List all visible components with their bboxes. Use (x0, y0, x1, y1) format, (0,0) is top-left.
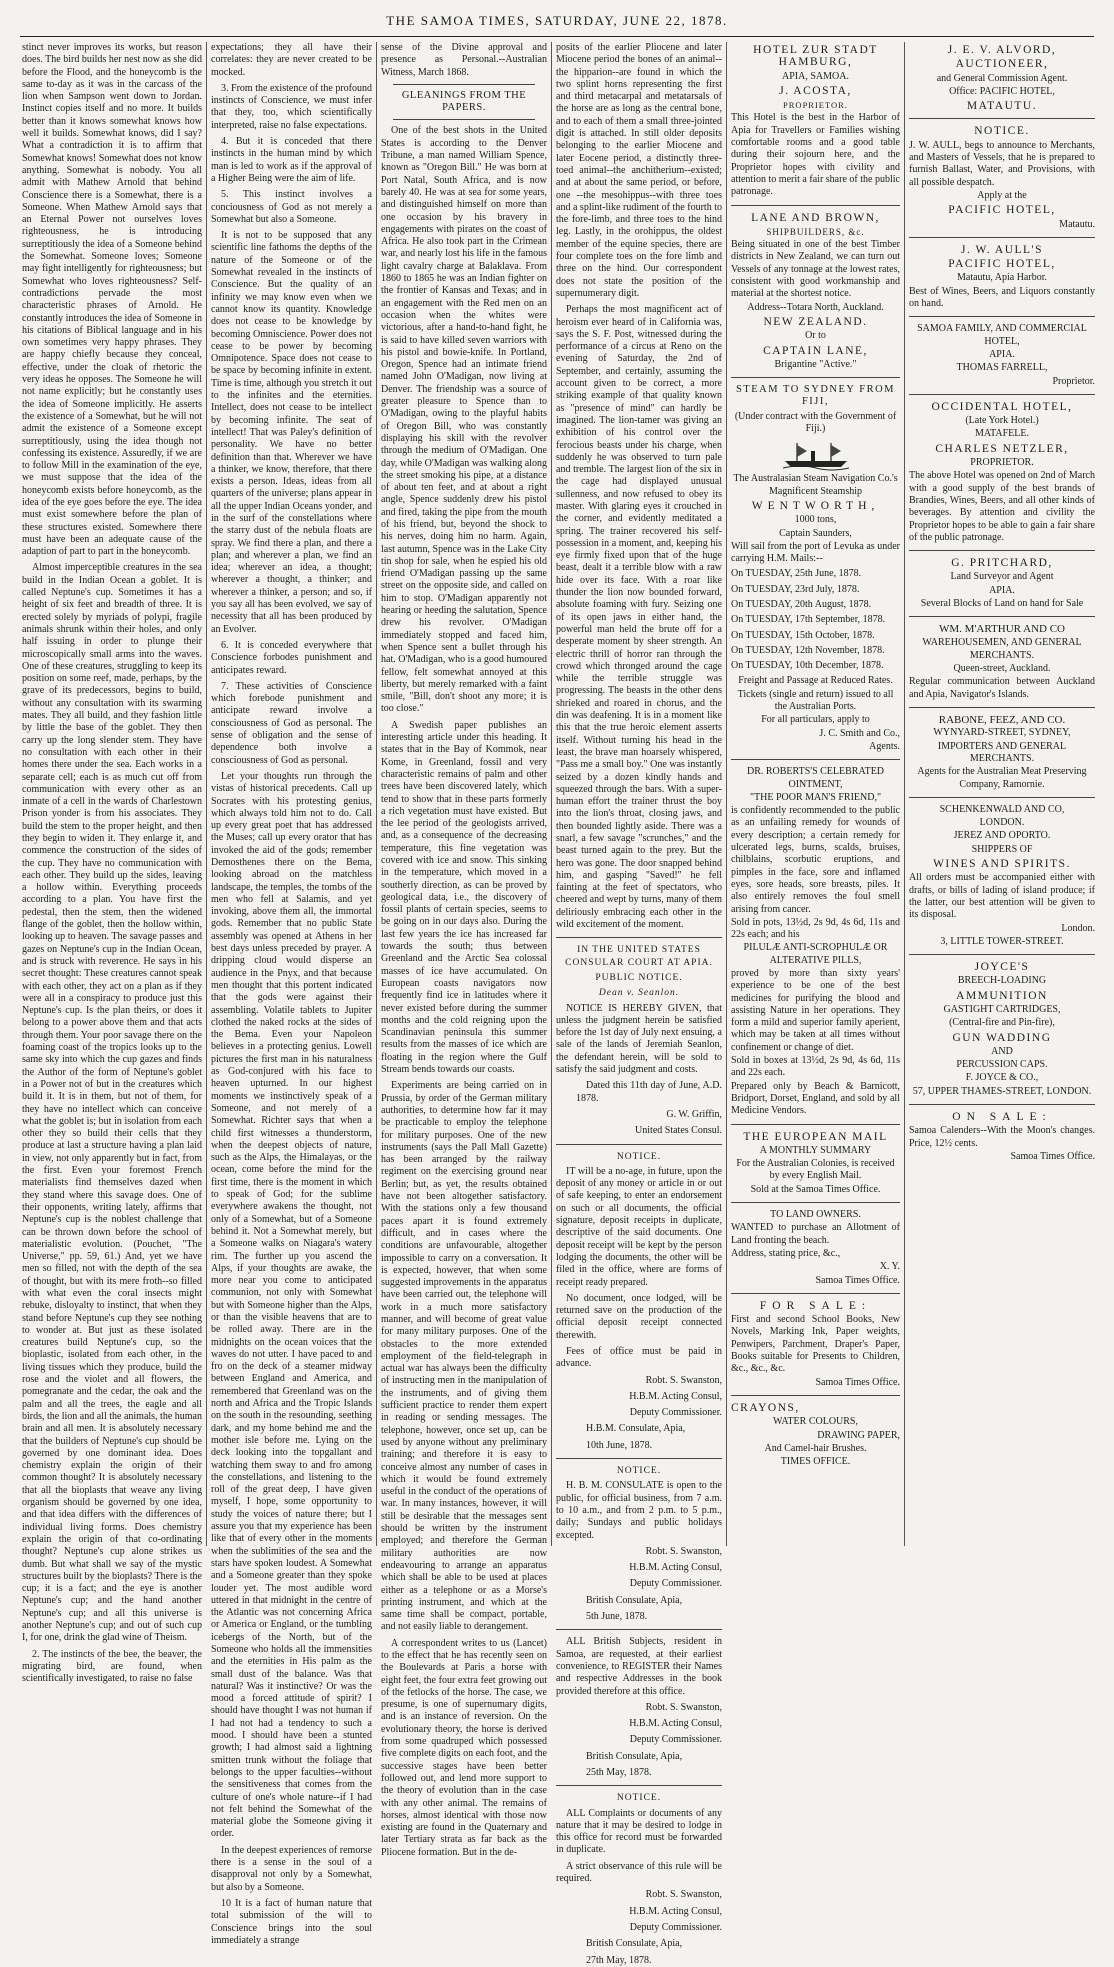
divider (909, 797, 1095, 798)
notice-text: IT will be a no-age, in future, upon the deposit of any money or article in or out of safe keeping, to enter an endorsement on such or all documents, the official signature, deposit receipts in duplicate, descriptive of the said documents. One deposit receipt will be kept by the person lodging the documents, the other will be filed in the office, where are forms of receipt ready prepared. (556, 1165, 722, 1288)
ad-title: LANE AND BROWN, (751, 211, 880, 224)
notice-signer-title: H.B.M. Acting Consul, (629, 1390, 722, 1402)
ad-title: SAMOA FAMILY, AND COMMERCIAL HOTEL, (917, 323, 1087, 347)
ad-apply: For all particulars, apply to (761, 714, 870, 726)
divider (909, 1104, 1095, 1105)
ad-text: WANTED to purchase an Allotment of Land fronting the beach. (731, 1222, 900, 1246)
divider (556, 937, 722, 938)
ad-owner: THOMAS FARRELL, (956, 362, 1048, 374)
divider (731, 1293, 900, 1294)
article-paragraph: 6. It is conceded everywhere that Conscience forbodes punishment and anticipates reward. (211, 639, 372, 676)
divider (909, 394, 1095, 395)
ad-owner: CHARLES NETZLER, (935, 442, 1069, 455)
notice-text: No document, once lodged, will be returned save on the production of the official deposit receipt connected therewith. (556, 1292, 722, 1341)
ad-place: APIA. (989, 584, 1015, 596)
ad-place: WYNYARD-STREET, SYDNEY, (933, 727, 1071, 739)
notice-signer-title: H.B.M. Acting Consul, (629, 1905, 722, 1917)
ad-ship: Brigantine "Active." (774, 358, 857, 370)
ad-address: 57, UPPER THAMES-STREET, LONDON. (912, 1085, 1092, 1097)
divider (909, 616, 1095, 617)
ad-office: Office: PACIFIC HOTEL, (949, 85, 1055, 97)
divider (731, 1124, 900, 1125)
ad-pills-price: Sold in boxes at 13½d, 2s 9d, 4s 6d, 11s and 22s each. (731, 1055, 900, 1079)
notice-signer: Robt. S. Swanston, (645, 1701, 722, 1713)
article-paragraph: Let your thoughts run through the vistas of historical precedents. Call up Socrates with his protesting genius, which always told him not to do. Call up every great poet that has addressed the Muses; call up every orator that has invoked the aid of the gods; remember Demosthenes there on the Bema, looking abroad on the matchless landscape, the temples, the tombs of the men who fell at Salamis, and yet invoking, above them all, the immortal gods. Remember that no public State assembly was opened at Athens in her best days unless preceded by prayer. A dripping cloud would disperse an audience in the Pnyx, and that because men thought that this portent indicated that the gods were against their assembling. Volatile tablets to Jupiter clothed the naked rocks at the sides of the Bema. Even your Napoleon believes in a protecting genius. Lowell pictures the first man in his naturalness as God-conjured with his face to heaven upturned. In our highest moments we instinctively speak of a Someone, and not merely of a Somewhat. Richter says that when a child first witnesses a thunderstorm, when the deepest objects of nature, such as the Alps, the Himalayas, or the ocean, come before the mind for the first time, there is the moment in which to speak of God; for the sublime everywhere awakens the thought, not only of a Somewhat, but of a Someone behind it. Not a Somewhat merely, but a Someone walks on Niagara's watery rim. The further up you ascend the Alps, if your thoughts are awake, the more near you come to anticipated communion, not only with Somewhat but with Someone higher than the Alps, or than the visible heavens that are to be rolled away. There are in the midnights on the ocean voices that the waves do not utter. I have paced to and fro on the deck of a steamer midway between England and America, and remembered that Greenland was on the north and Africa and the Tropic Islands on the south in the resounding, seething dark, and my home behind me and the mother isle before me. Lying on the deck looking into the topgallant and watching them sway to and fro among the constellations, and listening to the roll of the great deep, I have given myself, I hope, some opportunity to study the voices of nature there; but I assure you that my experience has been like that of every other in the moments when the sublimities of the sea and the stars have spoken loudest. A Somewhat and a Someone greater than they spoke louder yet. The most audible word uttered in that midnight in the centre of the Atlantic was not concerning Africa or America or England, or the tumbling icebergs of the North, but of the Someone who holds all the immensities and the eternities in His palm as the small dust of the balance. Was that natural? Was it instinctive? Or was the mood a forced attitude of spirit? I should have thought I was not human if I had not had a tendency to such a mood. I should have been a stunted growth; I had almost said a lightning smitten trunk without the foliage that belongs to the upper faculties--without the sensitiveness that comes from the culture of one's whole nature--if I had not felt behind the Somewhat of the material globe the Someone giving it order. (211, 770, 372, 1840)
article-paragraph: posits of the earlier Pliocene and later Miocene period the bones of an animal--the hipparion--are found in which the two splint horns representing the first and third metacarpal and metatarsals of the horse are as long as the central bone, and to each of them a small three-jointed digit is attached. In still older deposits belonging to the earlier Miocene and later Eocene period, a distinctly three-toed animal--the anchitherium--existed; and at about the same period, or before, one --the mesohippus--with three toes and a splint-like rudiment of the fourth to the fore-limb, and three toes to the hind leg. Lastly, in the orohippus, the oldest member of the equine species, there are four complete toes on the fore limb and three on the hind. Our correspondent does not state the position of the supernumerary digit. (556, 42, 722, 299)
divider (731, 1395, 900, 1396)
column-rule (551, 42, 552, 1546)
column-rule (376, 42, 377, 1546)
notice-signer: Robt. S. Swanston, (645, 1374, 722, 1386)
column-rule (206, 42, 207, 1546)
steamship-icon (781, 439, 851, 469)
sailing-date: On TUESDAY, 15th October, 1878. (731, 629, 875, 641)
ad-place: APIA. (989, 348, 1015, 360)
ad-text: All orders must be accompanied either with drafts, or bills of lading of island produce; if the latter, our best attention will be given to its disposal. (909, 872, 1095, 921)
sailing-date: On TUESDAY, 10th December, 1878. (731, 660, 884, 672)
ad-sub: and General Commission Agent. (936, 72, 1068, 84)
ad-office: TIMES OFFICE. (780, 1456, 851, 1468)
ad-or: Or to (805, 330, 826, 342)
ad-city: London. (1061, 922, 1095, 934)
notice-text: ALL British Subjects, resident in Samoa, are requested, at their earliest convenience, to REGISTER their Names and respective Addresses in the book provided therefore at this office. (556, 1636, 722, 1697)
ad-samoa-hotel (909, 323, 1095, 387)
court-heading: IN THE UNITED STATES CONSULAR COURT AT APIA. (565, 945, 713, 968)
divider (556, 1629, 722, 1630)
ad-text: J. W. AULL, begs to announce to Merchants, and Masters of Vessels, that he is prepared to furnish Ballast, Water, and Provisions, with all possible despatch. (909, 139, 1095, 188)
ad-title: NOTICE. (974, 125, 1030, 138)
notice-date: 5th June, 1878. (586, 1611, 648, 1623)
divider (731, 205, 900, 206)
ad-title: RABONE, FEEZ, AND CO. (938, 714, 1066, 727)
ad-title: OCCIDENTAL HOTEL, (931, 400, 1073, 413)
notice-heading: NOTICE. (616, 1151, 662, 1162)
divider (909, 237, 1095, 238)
ad-freight: Freight and Passage at Reduced Rates. (738, 675, 893, 687)
ad-line: GASTIGHT CARTRIDGES, (943, 1004, 1061, 1015)
ad-land-owners (731, 1209, 900, 1287)
ad-place: Matautu. (1059, 218, 1095, 230)
ad-title: CRAYONS, (731, 1401, 800, 1414)
notice-place: British Consulate, Apia, (586, 1594, 683, 1606)
article-paragraph: It is not to be supposed that any scientific line fathoms the depths of the nature of the Someone or of the Somewhat revealed in the instincts of Conscience. But the quality of an infinity we may know even when we cannot know its quantity. Knowledge does not cease to be knowledge by becoming Omniscience. Power does not cease to be power by becoming Omnipotence. Space does not cease to be space by becoming infinite in extent. Time is time, although you stretch it out to the infinites and the eternities. Intellect, does not cease to be intellect by becoming infinite. The seat of intellect! That was Paley's definition of personality. We have no better definition than that. Wherever we have a thinker, we know, therefore, that there exists a person. Ideas, ideas from all quarters of the universe; plans appear in all the upper Indian Oceans yonder, and in the surf of the constellations where the starry dust of the nebula floats are spray. We find there a plan, and there a plan; and wherever a plan, we find an idea; wherever an idea, a thought; wherever a thought, a thinker; and wherever a thinker, a person; and so, if you say all has been evolved, we say of necessity that all has been produced by an Evolver. (211, 230, 372, 635)
divider (731, 377, 900, 378)
notice-text: H. B. M. CONSULATE is open to the public, for official business, from 7 a.m. to 10 a.m., and from 2 p.m. to 5 p.m., daily; Sundays and public holidays excepted. (556, 1480, 722, 1541)
ad-hotel: PACIFIC HOTEL, (948, 258, 1056, 271)
column-rule (726, 42, 727, 1546)
article-paragraph: Almost imperceptible creatures in the sea build in the Indian Ocean a goblet. It is called Neptune's cup. Sometimes it has a height of six feet and breadth of three. It is erected solely by myriads of polypi, fragile animals shrunk within their holes, and only half issuing in order to plunge their microscopically small arms into the waves. One of these creatures, struggling to keep its position on some reef, made, perhaps, by the grave of its predecessors, begins to build, without any consultation with its swarming mates. They all build, and they fashion little by little the base of the goblet. They then carry up the long slender stem. They have no consultation with each other in their homes there under the sea. Each works in a separate cell; each is as much cut off from communication with every other as an inmate of a cell in the wards of Charlestown Prison yonder is from his associates. They build the stem to the proper height, and then they begin to widen it. They enlarge it, and commence the construction of the sides of the cup. They have no communication with each other. They build up the sides, leaving a hollow within. Everything proceeds according to a plan. You have first the pedestal, then the stem, then the widened flange of the goblet, then the hollow within, looking up to heaven. The savage passes and gazes on Neptune's cup in the Indian Ocean, and is struck with reverence. He says in his secret thought: These creatures cannot speak with each other, they act on a plan as if they were all in a conspiracy to produce just this Neptune's cup. Is the plan theirs, or does it belong to a power above them and that acts through them. Your poor savage there on the foaming coast of the tropics looks up to the same sky into which the cup gazes and finds the Author of the form of Neptune's goblet in a Power not of but in the creatures which build it. It is in them, but not of them, for they have no intellect which can conceive what the goblet is; but in isolation from each other they so build their cells that they produce at last a structure having a plan laid in view, not only apparently but in fact, from the first. Even your foremost French materialists find themselves dazed when they stand where this savage does. One of their opponents, writing lately, affirms that Neptune's cup is the noblest challenge that can be thrown down before the school of materialistic evolution. (Pouchet, "The Universe," pp. 59, 61.) And, yet we have men so filled, not with the depth of the sea of thought, but with its mere froth--so filled with what even the coral insects might rebuke, disloyalty to instinct, that when they stand before Neptune's cup they see nothing to wonder at. But just as these isolated creatures build Neptune's cup, so the bioplastic, isolated from each other, in the living tissues which they produce, build the rose and the violet and all flowers, the pomegranate and the cedar, the oak and the palm and all the trees, the eagle and all birds, the lion and all the animals, the human brain and all men. It is absolutely necessary that the builders of Neptune's cup should be governed by one dominant idea. Does chemistry explain the origin of their common thought? It is absolutely necessary that all the bioplasts that weave any living organism should be governed by one idea, and that idea differs with the differences of individual living forms. Does chemistry explain the origin of that co-ordinating thought? Neptune's cup alone strikes us dumb. But what shall we say of the mystic structures built by the bioplasts? There is the cup; it is a fact; and the eye is another Neptune's cup; and the hand another Neptune's cup; and all this universe is another Neptune's cup; and out of such cup I, for one, drink the glad wine of Theism. (22, 562, 202, 1644)
ad-lane-brown (731, 212, 900, 372)
ad-title: ON SALE: (952, 1111, 1052, 1124)
ad-text: Being situated in one of the best Timber districts in New Zealand, we can turn out Vessels of any tonnage at the lowest rates, consistent with good workmanship and material at the shortest notice. (731, 239, 900, 300)
ad-text: Agents for the Australian Meat Preserving Company, Ramornie. (917, 766, 1087, 790)
ad-text: First and second School Books, New Novels, Marking Ink, Paper weights, Penwipers, Parchment, Draper's Paper, Books suitable for Presents to Children, &c., &c., &c. (731, 1314, 900, 1375)
article-paragraph: Perhaps the most magnificent act of heroism ever heard of in California was, says the S. F. Post, witnessed during the performance of a circus at Reno on the evening of Saturday, the 2nd of September, and certainly, assuming the account given to be correct, a more striking example of that quality known as "presence of mind" can hardly be imagined. The lion-tamer was giving an exhibition of his control over the ferocious beasts under his charge, when suddenly he was observed to turn pale and tremble. The largest lion of the six in the cage had displayed unusual sullenness, and now refused to obey its master. With glaring eyes it crouched in the corner, and evidently meditated a spring. The trainer recovered his self-possession in a moment, and, keeping his eye firmly fixed upon that of the huge beast, dealt it a terrible blow with a raw hide over its face. With a roar like thunder the lion now bounded forward, absolute foaming with fury. Seizing one of its open jaws in either hand, the powerful man held the brute off for a desperate moment by sheer strength. An electric thrill of horror ran through the crowd which thronged around the cage while the terrible struggle was progressing. The beasts in the other dens shrieked and roared in chorus, and the din was deafening. It is in a moment like this that the true heroic element asserts itself. Without turning his head in the least, the brave man hoarsely whispered, "Pass me a small boy." One was instantly seized by a dozen kindly hands and squeezed through the bars. With a super-human effort the trainer thrust the boy into the lion's throat, closing jaws, and then bounded lightly aside. There was a snarl, a few savage "scrunches," and the beast turned again to the prey. But the hero was gone. The door snapped behind him, and gasping "Saved!" he fell fainting at the feet of spectators, who cheered and wept by turns, many of them deliriously embracing each other in the wild excitement of the moment. (556, 304, 722, 931)
notice-place: British Consulate, Apia, (586, 1750, 683, 1762)
ad-aull-hotel (909, 244, 1095, 310)
ad-ointment (731, 766, 900, 1117)
sailing-date: On TUESDAY, 25th June, 1878. (731, 568, 862, 580)
ad-role: WAREHOUSEMEN, AND GENERAL (922, 636, 1082, 648)
notice-date: 27th May, 1878. (586, 1954, 652, 1966)
notice-dated: Dated this 11th day of June, A.D. 1878. (576, 1080, 722, 1104)
ad-crayons (731, 1402, 900, 1468)
ad-vessel: WENTWORTH, (751, 499, 880, 512)
article-paragraph: One of the best shots in the United States is according to the Denver Tribune, a man named William Spence, known as "Oregon Bill." He was born at Port Natal, South Africa, and is now barely 40. He was at sea for some years, and distinguished himself on more than one occasion by his bravery in engagements with pirates on the coast of Africa. He also took part in the Crimean war, and nearly lost his life in the famous light cavalry charge at Balaklava. From 1860 to 1865 he was an Indian fighter on the frontier of Kansas and Texas; and in an engagement with the Red men on an occasion when the whites were victorious, after a hand-to-hand fight, he is said to have killed seven warriors with his pistol and bowie-knife. In Portland, Oregon, Spence had an intimate friend named John O'Madigan, now living at Denver. The friendship was a source of greater pleasure to Spence than to O'Madigan, owing to the playful habits of Oregon Bill, who was constantly displaying his skill with the revolver through the medium of O'Madigan. One day, while O'Madigan was walking along the street smoking his pipe, at a distance of about ten feet, and at about a right angle, Spence suddenly drew his pistol and fired, taking the pipe from the mouth of his friend, but, beyond the shock to his nerves, doing him no harm. Again, last autumn, Spence was in the Lake City tin shop for sale, when he espied his old friend O'Madigan passing up the same street on the opposite side, and called on him to stop. O'Madigan apparently not hearing or heeding the salutation, Spence drew his revolver. O'Madigan immediately stopped and faced him, when Spence sent a bullet through his hat. O'Madigan, who is a good humoured fellow, felt somewhat annoyed at this liberty, but merely remarked with a faint smile, "Bill, don't shoot any more; it is too close." (381, 125, 547, 715)
ad-owner: J. ACOSTA, (779, 84, 852, 97)
ad-text: is confidently recommended to the public as an unfailing remedy for wounds of every description; a certain remedy for ulcerated legs, burns, scalds, bruises, chilblains, scorbutic eruptions, and pimples in the face, sore and inflamed eyes, sore heads, sore breasts, piles. It also entirely removes the foul smell arising from cancer. (731, 805, 900, 915)
ad-title: J. E. V. ALVORD, (947, 44, 1057, 56)
ad-captain: CAPTAIN LANE, (763, 344, 868, 357)
divider (731, 1202, 900, 1203)
ad-office: Samoa Times Office. (815, 1274, 900, 1286)
article-paragraph: 2. The instincts of the bee, the beaver, the migrating bird, are found, when scientifically investigated, to raise no false (22, 1648, 202, 1685)
article-paragraph: 3. From the existence of the profound instincts of Conscience, we must infer that they, too, which scientifically interpreted, raise no false expectations. (211, 82, 372, 131)
ad-line: WATER COLOURS, (772, 1416, 858, 1428)
divider (909, 954, 1095, 955)
ad-mcarthur (909, 623, 1095, 701)
ad-sub: (Under contract with the Government of Fiji.) (734, 410, 897, 435)
ad-title: G. PRITCHARD, (951, 557, 1053, 570)
notice-text: A strict observance of this rule will be required. (556, 1860, 722, 1885)
article-paragraph: sense of the Divine approval and presence as Personal.--Australian Witness, March 1868. (381, 42, 547, 78)
divider (556, 1785, 722, 1786)
ad-tons: 1000 tons, (794, 514, 837, 526)
divider (909, 316, 1095, 317)
ad-office: Samoa Times Office. (815, 1376, 900, 1388)
ad-sub: JEREZ AND OPORTO. (953, 830, 1051, 842)
ad-agent: J. C. Smith and Co., (819, 727, 900, 739)
ad-title: STEAM TO SYDNEY FROM FIJI, (735, 384, 896, 408)
court-case: Dean v. Seanlon. (598, 988, 680, 999)
notice-signer-title: H.B.M. Acting Consul, (629, 1718, 722, 1730)
ad-title: TO LAND OWNERS. (770, 1209, 861, 1221)
ad-text: Best of Wines, Beers, and Liquors constantly on hand. (909, 285, 1095, 310)
ad-xy: X. Y. (879, 1261, 900, 1273)
ad-title: HOTEL ZUR STADT HAMBURG, (753, 44, 878, 69)
notice-heading: NOTICE. (616, 1793, 662, 1804)
article-paragraph: A correspondent writes to us (Lancet) to the effect that he has recently seen on the Boulevards at Paris a horse with eight feet, the four extra feet growing out of the fetlocks of the horse. The case, we presume, is one of supernumary digits, and is an instance of reversion. On the evolutionary theory, the horse is derived from some quadruped which possessed five complete digits on each foot, and the successive stages have been better followed out, and lend more support to the theory of evolution than in the case with any other animal. The remains of horses, almost identical with those now existing are found in the Quaternary and later Tertiary strata as far back as the Pliocene formation. But in the de- (381, 1637, 547, 1858)
ad-pills-text: proved by more than sixty years' experience to be one of the best medicines for purifying the blood and assisting Nature in her operations. They form a mild and superior family aperient, which may be taken at all times without confinement or change of diet. (731, 968, 900, 1053)
sailing-date: On TUESDAY, 17th September, 1878. (731, 614, 886, 626)
ad-pills-title: PILULÆ ANTI-SCROPHULÆ OR ALTERATIVE PILLS, (743, 942, 888, 966)
ad-place: APIA, SAMOA. (782, 70, 849, 82)
ad-role: PROPRIETOR. (970, 457, 1034, 469)
ad-role: SHIPBUILDERS, &c. (766, 226, 865, 237)
sailing-date: On TUESDAY, 23rd July, 1878. (731, 583, 860, 595)
notice-signer-title: Deputy Commissioner. (629, 1407, 722, 1419)
ad-role: PROPRIETOR. (783, 100, 848, 111)
ad-address: 3, LITTLE TOWER-STREET. (940, 935, 1064, 947)
article-paragraph: 4. But it is conceded that there instincts in the human mind by which man is led to work as if the approval of a Higher Being were the aim of life. (211, 136, 372, 184)
ad-text: Samoa Calenders--With the Moon's changes. Price, 12½ cents. (909, 1125, 1095, 1149)
ad-text: Will sail from the port of Levuka as under carrying H.M. Mails:-- (731, 540, 900, 565)
ad-sub: "THE POOR MAN'S FRIEND," (749, 791, 882, 803)
column-3 (381, 42, 547, 1858)
column-rule (904, 42, 905, 1546)
ad-text: This Hotel is the best in the Harbor of Apia for Travellers or Families wishing comfortable rooms and a good table during their sojourn here, and the Proprietor hopes with civility and attention to merit a fair share of the public patronage. (731, 112, 900, 198)
ad-prepared: Prepared only by Beach & Barnicott, Bridport, Dorset, England, and sold by all Medicine Vendors. (731, 1080, 900, 1117)
ad-hotel-hamburg (731, 44, 900, 199)
notice-place: H.B.M. Consulate, Apia, (586, 1423, 686, 1435)
ad-for-sale (731, 1300, 900, 1389)
ad-place: MATAFELE. (975, 428, 1029, 440)
notice-signer-title: Deputy Commissioner. (629, 1921, 722, 1933)
ad-line: PERCUSSION CAPS. (956, 1059, 1048, 1071)
ad-alvord (909, 44, 1095, 112)
ad-title: SCHENKENWALD AND CO, (939, 803, 1065, 815)
notice-signer: Robt. S. Swanston, (645, 1545, 722, 1557)
article-paragraph: 7. These activities of Conscience which forebode punishment and anticipate reward involve a consciousness of God as personal. The sense of obligation and the sense of dependence both involve a consciousness of God as personal. (211, 680, 372, 766)
ad-european-mail (731, 1131, 900, 1196)
ad-tickets: Tickets (single and return) issued to all the Australian Ports. (737, 688, 894, 713)
notice-place: British Consulate, Apia, (586, 1938, 683, 1950)
ad-role: AUCTIONEER, (955, 58, 1049, 71)
ad-rabone (909, 714, 1095, 791)
ad-firm: F. JOYCE & CO., (965, 1072, 1039, 1084)
ad-text: For the Australian Colonies, is received by every English Mail. (736, 1158, 895, 1182)
ad-title: JOYCE'S (974, 961, 1030, 974)
ad-role2: MERCHANTS. (969, 649, 1035, 661)
ad-line: And Camel-hair Brushes. (764, 1442, 867, 1454)
divider (556, 1144, 722, 1145)
ad-on-sale (909, 1111, 1095, 1163)
sailing-date: On TUESDAY, 12th November, 1878. (731, 644, 885, 656)
ad-country: NEW ZEALAND. (763, 315, 868, 328)
ad-address: Address, stating price, &c., (731, 1247, 841, 1259)
ad-sub: A MONTHLY SUMMARY (759, 1144, 872, 1156)
notice-date: 25th May, 1878. (586, 1767, 652, 1778)
ad-sub: (Late York Hotel.) (965, 415, 1039, 427)
article-paragraph: 5. This instinct involves a conciousness of God as not merely a Somewhat but also a Someone. (211, 189, 372, 225)
notice-text: ALL Complaints or documents of any nature that it may be desired to lodge in this office for record must be forwarded in duplicate. (556, 1807, 722, 1856)
article-paragraph: 10 It is a fact of human nature that total submission of the will to Conscience brings into the soul immediately a strange (211, 1897, 372, 1946)
ad-pritchard (909, 557, 1095, 610)
ad-title: WM. M'ARTHUR AND CO (939, 623, 1065, 636)
notice-text: NOTICE IS HEREBY GIVEN, that unless the judgment herein be satisfied before the 1st day of July next ensuing, a sale of the lands of Jeremiah Seanlon, the defendant herein, will be sold to satisfy the said judgment and costs. (556, 1002, 722, 1076)
divider (393, 84, 535, 85)
ad-role: SHIPPERS OF (971, 843, 1033, 855)
notice-heading: NOTICE. (616, 1466, 662, 1477)
ad-goods: WINES AND SPIRITS. (933, 858, 1071, 871)
ad-title: DR. ROBERTS'S CELEBRATED OINTMENT, (746, 766, 885, 790)
ad-role: Proprietor. (1052, 375, 1095, 387)
ad-text: Several Blocks of Land on hand for Sale (920, 597, 1084, 609)
ad-hotel: PACIFIC HOTEL, (948, 204, 1056, 217)
ad-schenkenwald (909, 804, 1095, 948)
notice-text: Fees of office must be paid in advance. (556, 1345, 722, 1370)
notice-date: 10th June, 1878. (586, 1439, 653, 1451)
divider (393, 119, 535, 120)
ad-place: Matautu, Apia Harbor. (957, 272, 1047, 284)
ad-aull-notice (909, 125, 1095, 230)
ad-line: DRAWING PAPER, (817, 1429, 900, 1441)
ad-place: MATAUTU. (966, 100, 1038, 113)
ad-title: FOR SALE: (759, 1299, 872, 1312)
article-paragraph: stinct never improves its works, but reason does. The bird builds her nest now as she did before the Flood, and the honeycomb is the same to-day as it was in the carcass of the lion when Sampson went down to Jordan. Instinct copies itself and no more. It builds better than it knows somewhat knows how well it builds. Somewhat knows, did I say? What a contradiction it is to affirm that Somewhat knows! Somewhat does not know anything. Somewhat is nobody. You all admit with Mathew Arnold that behind Conscience there is a Somewhat, there is a Someone. When Mathew Arnold says that an Eternal Power not ourselves loves righteousness, he is introducing surreptitiously the idea of a Someone behind the Somewhat. Someone loves; Someone may fight intelligently for righteousness; but Somewhat who loves righteousness? Self-contradictions pervade the most characteristic phrases of Arnold. He constantly introduces the idea of Someone in his citations of Biblical language and in his own sometimes very happy phrases. They are happy chiefly because they conceal, effective, under the cloak of rhetoric the very ideas he opposes. The Someone he will not name explicitly; but he constantly uses the idea of Someone implicitly. He asserts the existence of a Somewhat, but he will not admit the existence of a Someone except surreptitiously, using the idea though not confessing its existence. Assuredly, if we are to follow Mill in the examination of the eye, we must suppose that the idea of the honeycomb exists before honeycomb, as the idea of the eye goes before the eye. The idea must exist somewhere before the plan of these structures existed. Somewhere there must have been an adequate cause of the adaption of part to part in the honeycomb. (22, 42, 202, 558)
article-paragraph: Experiments are being carried on in Prussia, by order of the German military authorities, to determine how far it may be practicable to employ the telephone for military purposes. One of the new instruments (says the Pall Mall Gazette) has been arranged by the railway regiment on the exercising ground near Berlin; but, as yet, the results obtained have not been altogether satisfactory. With the stations only a few thousand paces apart it is found extremely difficult, and in cases where the conditions are unfavourable, altogether impossible to carry on a conversation. It is expected, however, that when some suggested improvements in the apparatus have been carried out, the telephone will work in a much more satisfactory manner, and will become of great value for many military purposes. One of the obstacles to the more extended employment of the field-telegraph in actual war has always been the difficulty of instructing men in the manipulation of the instruments, and of giving them sufficient practice to render them expert in reading or sending messages. The telephone, however, once set up, can be used by anyone without any preliminary training; and therefore it is easy to conceive almost any number of cases in which it would be found extremely useful in the conduct of the operations of war. In many instances, however, it will still be desirable that the messages sent should be written by the instrument employed; and therefore the German military authorities are now endeavouring to arrange an apparatus which shall be able to be used at places either as a telephone or as a Morse's printing instrument, and which at the same time shall be compact, portable, and not easily liable to derangement. (381, 1080, 547, 1633)
ad-price: Sold in pots, 13½d, 2s 9d, 4s 6d, 11s and 22s each; and his (731, 916, 900, 941)
notice-signer: Robt. S. Swanston, (645, 1889, 722, 1901)
column-6 (909, 42, 1095, 1546)
divider (909, 550, 1095, 551)
sailing-date: On TUESDAY, 20th August, 1878. (731, 598, 872, 610)
ad-line: (Central-fire and Pin-fire), (949, 1017, 1055, 1029)
column-5 (731, 42, 900, 1546)
ad-place: Queen-street, Auckland. (953, 663, 1051, 675)
divider (909, 118, 1095, 119)
column-4 (556, 42, 722, 1966)
notice-signer-title: United States Consul. (635, 1125, 722, 1137)
sailing-dates-list (731, 568, 900, 672)
notice-signer: G. W. Griffin, (666, 1108, 722, 1120)
ad-apply: Apply at the (977, 189, 1027, 201)
ad-place: LONDON. (979, 817, 1025, 829)
divider (731, 759, 900, 760)
divider (556, 1458, 722, 1459)
ad-joyce (909, 961, 1095, 1098)
ad-text: The above Hotel was opened on 2nd of March with a good supply of the best brands of Brandies, Wines, Beers, and all other kinds of beverages. By attention and civility the Proprietor hopes to be able to gain a fair share of the public patronage. (909, 470, 1095, 543)
article-paragraph: A Swedish paper publishes an interesting article under this heading. It states that in the Bay of Kommok, near Kome, in Greenland, fossil and very characteristic remains of palm and other trees have been discovered lately, which tend to show that in these parts formerly a rich vegetation must have existed. But the lee period of the geologists arrived, and, as a consequence of the decreasing temperature, this fine vegetation was covered with ice and snow. This sinking in the temperature, which moved in a southerly direction, as can be proved by geological data, i.e., the discovery of fossil plants of certain species, seems to be going on in our days also. During the last few years the ice has increased far towards the south; thus between Greenland and the Arctic Sea colossal masses of ice have accumulated. On European coasts navigators now frequently find ice in latitudes where it never existed before during the summer months and the cold reigning upon the Scandinavian peninsula this summer results from the masses of ice which are floating in the region where the Gulf Stream bends towards our coasts. (381, 719, 547, 1076)
notice-signer-title: Deputy Commissioner. (629, 1578, 722, 1590)
ad-line: AND (991, 1045, 1013, 1057)
ad-role: IMPORTERS AND GENERAL MERCHANTS. (937, 740, 1067, 764)
column-1 (22, 42, 202, 1685)
ad-title: THE EUROPEAN MAIL (743, 1130, 888, 1143)
ad-title: J. W. AULL'S (960, 243, 1044, 256)
notice-signer-title: Deputy Commissioner. (629, 1734, 722, 1746)
article-paragraph: expectations; they all have their correlates: they are never created to be mocked. (211, 42, 372, 78)
ad-address: Address--Totara North, Auckland. (747, 301, 884, 313)
ad-line: AMMUNITION (956, 989, 1048, 1002)
ad-text: Regular communication between Auckland and Apia, Navigator's Islands. (909, 676, 1095, 700)
article-paragraph: In the deepest experiences of remorse there is a sense in the soul of a disapproval not only by a Somewhat, but also by a Someone. (211, 1844, 372, 1893)
ad-captain: Captain Saunders, (779, 527, 852, 539)
ad-role: Land Surveyor and Agent (950, 571, 1054, 583)
ad-office: Samoa Times Office. (1010, 1150, 1095, 1162)
ad-sold: Sold at the Samoa Times Office. (750, 1183, 881, 1195)
ad-agents: Agents. (869, 740, 900, 752)
ad-occidental (909, 401, 1095, 544)
ad-sub: BREECH-LOADING (957, 975, 1047, 987)
column-2 (211, 42, 372, 1946)
ad-line: GUN WADDING (952, 1031, 1052, 1044)
ad-steam-sydney (731, 384, 900, 753)
divider (909, 707, 1095, 708)
notice-signer-title: H.B.M. Acting Consul, (629, 1562, 722, 1574)
section-heading: GLEANINGS FROM THE PAPERS. (401, 89, 527, 114)
masthead: THE SAMOA TIMES, SATURDAY, JUNE 22, 1878. (20, 6, 1094, 37)
court-subheading: PUBLIC NOTICE. (595, 972, 683, 983)
ad-company: The Australasian Steam Navigation Co.'s Magnificent Steamship (733, 473, 898, 497)
